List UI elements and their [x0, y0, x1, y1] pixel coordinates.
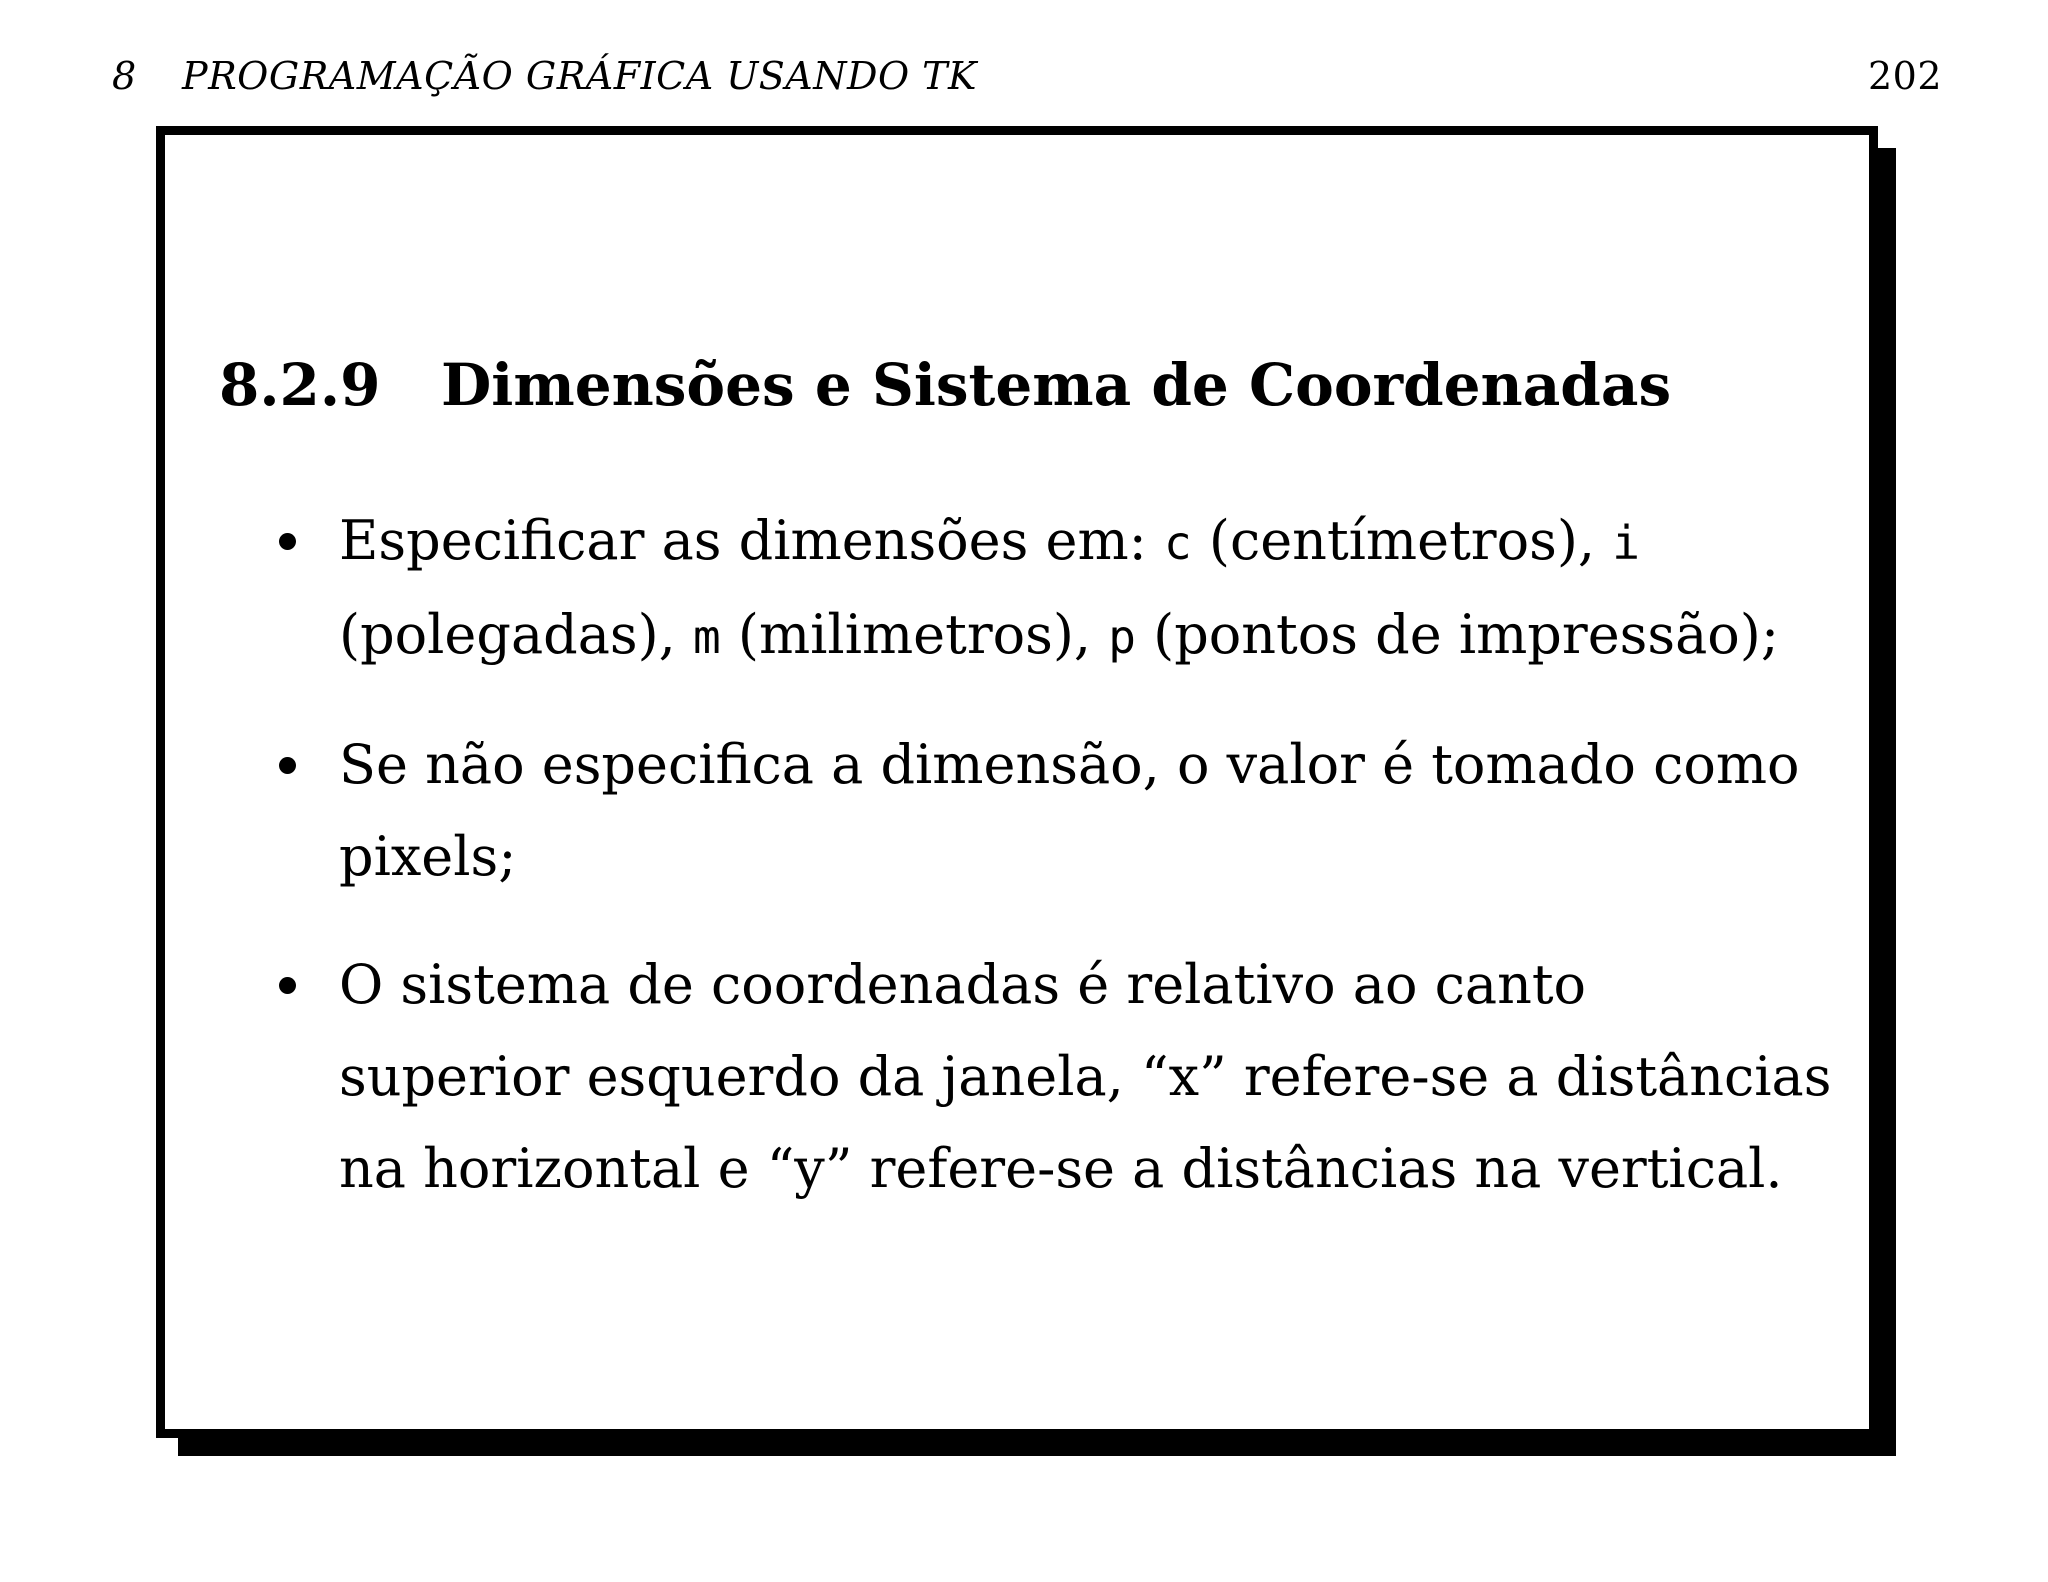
bullet-list — [277, 495, 1837, 1251]
bullet-line — [339, 495, 1837, 589]
slide-frame — [156, 126, 1878, 1438]
running-header — [112, 54, 1942, 114]
section-number: 8.2.9 — [219, 351, 381, 419]
bullet-text: (milimetros), — [720, 603, 1109, 666]
bullet-line: Se não especifica a dimensão, o valor é tomado como — [339, 733, 1800, 796]
bullet-icon — [279, 757, 296, 774]
bullet-item-units — [277, 495, 1837, 683]
bullet-text: Especificar as dimensões em: — [339, 509, 1165, 572]
bullet-icon — [279, 977, 296, 994]
bullet-text: (centímetros), — [1191, 509, 1613, 572]
unit-code: m — [693, 610, 721, 664]
bullet-line: pixels; — [339, 825, 517, 888]
unit-code: c — [1164, 516, 1192, 570]
section-title: Dimensões e Sistema de Coordenadas — [441, 351, 1672, 419]
bullet-line: O sistema de coordenadas é relativo ao canto — [339, 953, 1587, 1016]
bullet-line — [339, 589, 1837, 683]
bullet-text: (polegadas), — [339, 603, 694, 666]
unit-code: i — [1612, 516, 1640, 570]
chapter-title: PROGRAMAÇÃO GRÁFICA USANDO TK — [182, 54, 977, 98]
bullet-line: na horizontal e “y” refere-se a distâncias na vertical. — [339, 1137, 1783, 1200]
bullet-line: superior esquerdo da janela, “x” refere-se a distâncias — [339, 1045, 1832, 1108]
unit-code: p — [1108, 610, 1136, 664]
page-number: 202 — [1867, 54, 1942, 98]
bullet-item-coordinates — [277, 939, 1837, 1215]
bullet-icon — [279, 533, 296, 550]
chapter-number: 8 — [112, 54, 137, 98]
bullet-text: (pontos de impressão); — [1135, 603, 1780, 666]
section-heading — [219, 351, 1671, 419]
bullet-item-pixels — [277, 719, 1837, 903]
